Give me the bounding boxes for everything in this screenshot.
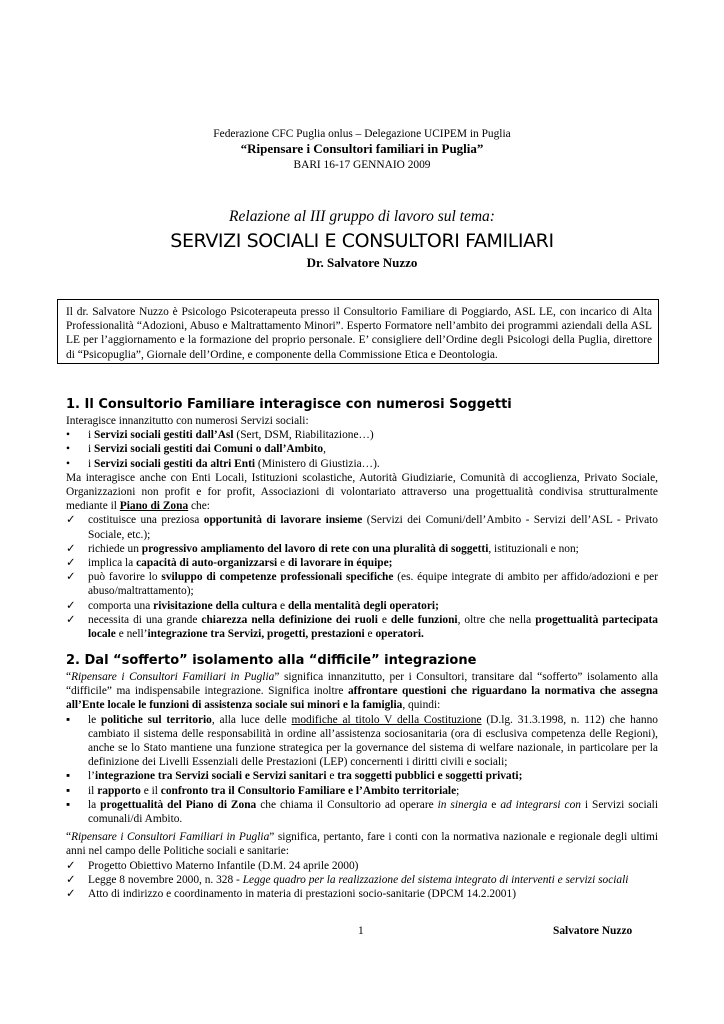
list-item: ✓ richiede un progressivo ampliamento del lavoro di rete con una pluralità di soggetti, istituzionali e non; [66,542,579,555]
section-1-lead: Interagisce innanzitutto con numerosi Servizi sociali: [66,415,309,427]
checkmark-icon: ✓ [66,888,76,901]
list-item: ✓ Progetto Obiettivo Materno Infantile (D.M. 24 aprile 2000) [66,859,359,872]
section-2-paragraph-1: “Ripensare i Consultori Familiari in Puglia” significa innanzitutto, per i Consultori, transitare dal “sofferto” isolamento alla “difficile” ma indispensabile integrazione. Significa inoltre affrontare questioni che riguardano la normativa che assegna all’Ente locale le funzioni di assistenza sociale sui minori e la famiglia, quindi: [66,671,658,712]
checkmark-icon: ✓ [66,859,76,872]
author-bio-box [57,299,659,364]
checkmark-icon: ✓ [66,613,76,626]
list-item: • i Servizi sociali gestiti dai Comuni o dall’Ambito, [66,443,326,456]
intro-line: Relazione al III gruppo di lavoro sul tema: [229,208,495,225]
bullet-icon: • [66,429,70,442]
piano-di-zona-term: Piano di Zona [119,500,189,513]
list-item: • i Servizi sociali gestiti dall’Asl (Sert, DSM, Riabilitazione…) [66,429,374,442]
list-item: • i Servizi sociali gestiti da altri Enti (Ministero di Giustizia…). [66,457,380,470]
square-bullet-icon: ▪ [66,798,71,811]
square-bullet-icon: ▪ [66,784,71,797]
section-1-paragraph: Ma interagisce anche con Enti Locali, Istituzioni scolastiche, Autorità Giudiziarie, Comunità di accoglienza, Privato Sociale, Organizzazioni non profit e for profit, Associazioni di volontariato attraverso una progettualità condivisa strutturalmente mediante il Piano di Zona che: [66,471,658,513]
section-1-heading: 1. Il Consultorio Familiare interagisce con numerosi Soggetti [66,397,512,412]
checkmark-icon: ✓ [66,542,76,555]
header-event: “Ripensare i Consultori familiari in Puglia” [240,141,484,156]
list-item: ✓ può favorire lo sviluppo di competenze professionali specifiche (es. équipe integrate di ambito per affido/adozioni e per abuso/maltrattamento); [66,571,658,598]
checkmark-icon: ✓ [66,514,76,527]
header-date: BARI 16-17 GENNAIO 2009 [293,159,431,171]
checkmark-icon: ✓ [66,571,76,584]
bullet-icon: • [66,443,70,456]
page-number: 1 [358,925,364,937]
list-item: ✓ Legge 8 novembre 2000, n. 328 - Legge quadro per la realizzazione del sistema integrato di interventi e servizi sociali [66,873,629,886]
footer-author: Salvatore Nuzzo [553,925,633,937]
checkmark-icon: ✓ [66,557,76,570]
services-list [66,428,658,471]
list-item: ▪ l’integrazione tra Servizi sociali e Servizi sanitari e tra soggetti pubblici e soggetti privati; [66,770,523,783]
square-bullet-icon: ▪ [66,770,71,783]
section-1-body [66,414,658,641]
author-bio: Il dr. Salvatore Nuzzo è Psicologo Psicoterapeuta presso il Consultorio Familiare di Poggiardo, ASL LE, con incarico di Alta Professionalità “Adozioni, Abuso e Maltrattamento Minori”. Esperto Formatore nell’ambito dei programmi aziendali della ASL LE per l’aggiornamento e la formazione del proprio personale. E’ consigliere dell’Ordine degli Psicologi della Puglia, direttore di “Psicopuglia”, Giornale dell’Ordine, e componente della Commissione Etica e Deontologia. [66,306,652,361]
checkmark-icon: ✓ [66,873,76,886]
checkmark-icon: ✓ [66,599,76,612]
document-title: SERVIZI SOCIALI E CONSULTORI FAMILIARI [170,230,554,252]
section-2-body [66,670,658,901]
legislation-list [66,859,658,902]
piano-di-zona-list [66,513,658,641]
list-item: ✓ comporta una rivisitazione della cultura e della mentalità degli operatori; [66,599,439,612]
list-item: ▪ il rapporto e il confronto tra il Consultorio Familiare e l’Ambito territoriale; [66,784,460,797]
section-2-heading: 2. Dal “sofferto” isolamento alla “difficile” integrazione [66,653,477,668]
topics-list [66,713,658,827]
author-name: Dr. Salvatore Nuzzo [306,255,418,270]
list-item: ✓ necessita di una grande chiarezza nella definizione dei ruoli e delle funzioni, oltre che nella progettualità partecipata locale e nell’integrazione tra Servizi, progetti, prestazioni e operatori. [66,613,658,641]
list-item: ▪ le politiche sul territorio, alla luce delle modifiche al titolo V della Costituzione (D.lg. 31.3.1998, n. 112) che hanno cambiato il sistema delle responsabilità in ordine all’assistenza sociosanitaria (ora di esclusiva competenza delle Regioni), anche se lo Stato mantiene una funzione strategica per la governance del sistema di welfare nazionale, in particolare per la definizione dei Livelli Essenziali delle Prestazioni (LEP) concernenti i diritti civili e sociali; [66,713,658,769]
bullet-icon: • [66,457,70,470]
list-item: ✓ implica la capacità di auto-organizzarsi e di lavorare in équipe; [66,557,393,570]
square-bullet-icon: ▪ [66,713,71,726]
header-org: Federazione CFC Puglia onlus – Delegazione UCIPEM in Puglia [213,128,511,140]
section-2-paragraph-2: “Ripensare i Consultori Familiari in Puglia” significa, pertanto, fare i conti con la normativa nazionale e regionale degli ultimi anni nel campo delle Politiche sociali e sanitarie: [66,831,658,858]
list-item: ▪ la progettualità del Piano di Zona che chiama il Consultorio ad operare in sinergia e ad integrarsi con i Servizi sociali comunali/di Ambito. [66,798,658,826]
list-item: ✓ costituisce una preziosa opportunità di lavorare insieme (Servizi dei Comuni/dell’Ambito - Servizi dell’ASL - Privato Sociale, etc.); [66,514,658,541]
list-item: ✓ Atto di indirizzo e coordinamento in materia di prestazioni socio-sanitarie (DPCM 14.2.2001) [66,888,516,901]
